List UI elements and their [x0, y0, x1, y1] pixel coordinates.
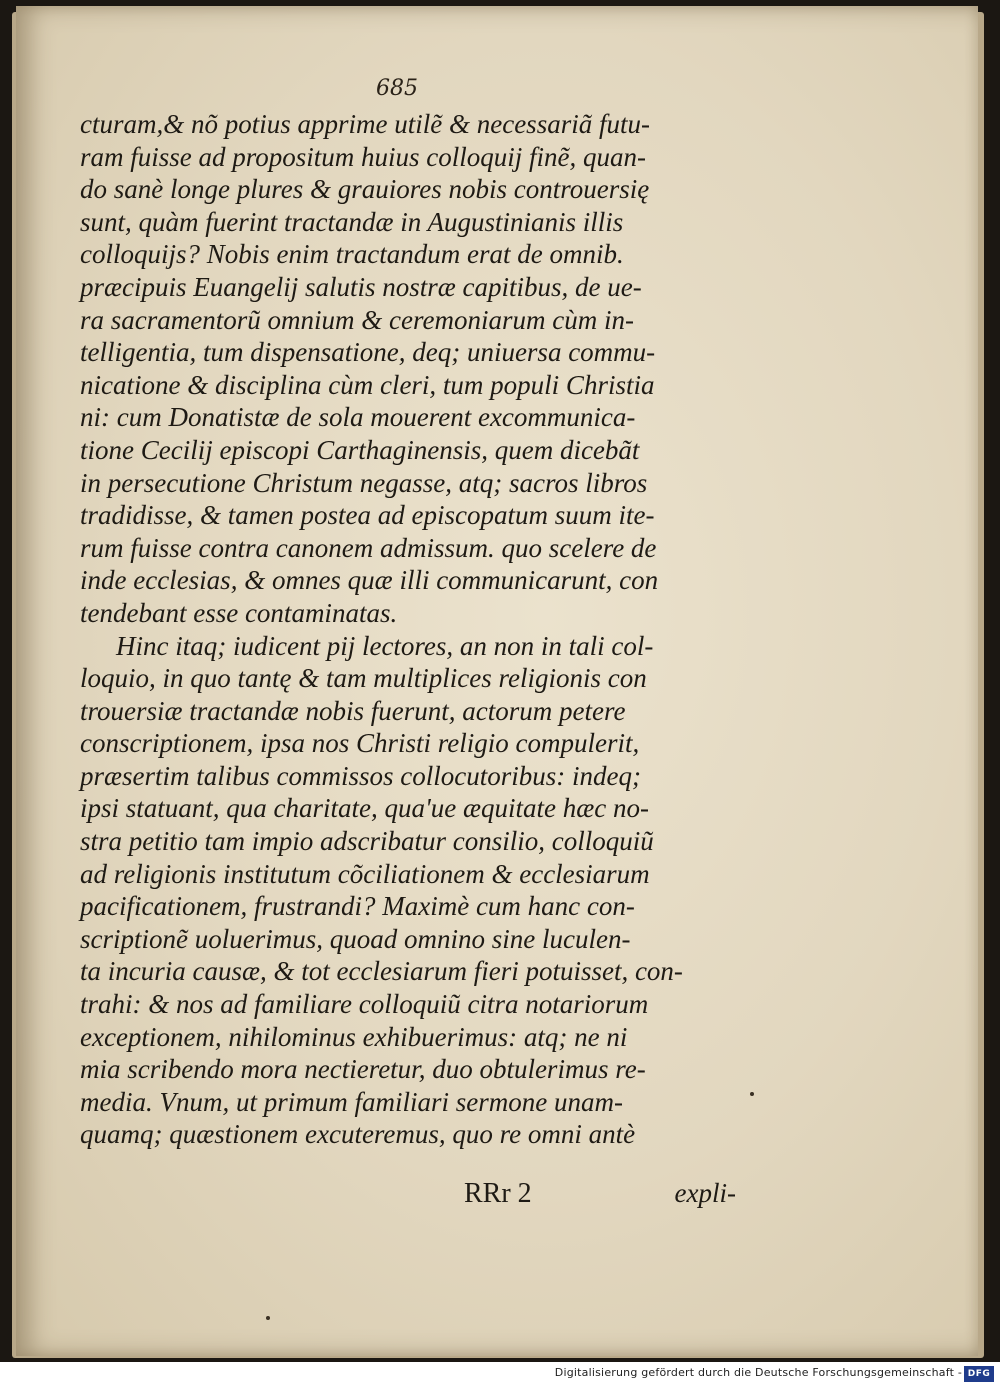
- text-line: tendebant esse contaminatas.: [80, 597, 398, 628]
- catchline: [80, 1178, 740, 1212]
- text-line: scriptionẽ uoluerimus, quoad omnino sine luculen-: [80, 923, 631, 954]
- ink-speck: [750, 1092, 754, 1096]
- dfg-logo-icon: DFG: [964, 1366, 994, 1382]
- signature-mark: RRr 2: [464, 1178, 532, 1209]
- text-line: do sanè longe plures & grauiores nobis controuersię: [80, 174, 650, 205]
- text-line: conscriptionem, ipsa nos Christi religio compulerit,: [80, 728, 640, 759]
- funding-credit: Digitalisierung gefördert durch die Deutsche Forschungsgemeinschaft -: [554, 1366, 962, 1379]
- text-line: nicatione & disciplina cùm cleri, tum populi Christia: [80, 369, 655, 400]
- text-line: tradidisse, & tamen postea ad episcopatum suum ite-: [80, 500, 655, 531]
- body-text: [80, 108, 740, 1151]
- text-line: ad religionis institutum cõciliationem & ecclesiarum: [80, 858, 650, 889]
- text-line: Hinc itaq; iudicent pij lectores, an non in tali col-: [116, 630, 654, 661]
- text-line: telligentia, tum dispensatione, deq; uniuersa commu-: [80, 337, 656, 368]
- book-page: [16, 6, 978, 1356]
- text-line: colloquijs? Nobis enim tractandum erat de omnib.: [80, 239, 624, 270]
- text-line: ra sacramentorũ omnium & ceremoniarum cùm in-: [80, 304, 634, 335]
- text-line: ta incuria causæ, & tot ecclesiarum fieri potuisset, con-: [80, 956, 683, 987]
- text-line: media. Vnum, ut primum familiari sermone unam-: [80, 1086, 623, 1117]
- text-line: sunt, quàm fuerint tractandæ in Augustinianis illis: [80, 206, 624, 237]
- text-line: trahi: & nos ad familiare colloquiũ citra notariorum: [80, 989, 649, 1020]
- text-line: loquio, in quo tantę & tam multiplices religionis con: [80, 663, 647, 694]
- catchword: expli-: [674, 1178, 736, 1208]
- text-line: inde ecclesias, & omnes quæ illi communicarunt, con: [80, 565, 659, 596]
- text-line: ram fuisse ad propositum huius colloquij finẽ, quan-: [80, 141, 646, 172]
- text-line: præcipuis Euangelij salutis nostræ capitibus, de ue-: [80, 271, 642, 302]
- text-line: mia scribendo mora nectieretur, duo obtulerimus re-: [80, 1054, 646, 1085]
- page-number: 685: [376, 76, 418, 101]
- text-line: quamq; quæstionem excuteremus, quo re omni antè: [80, 1119, 636, 1150]
- text-line: trouersiæ tractandæ nobis fuerunt, actorum petere: [80, 695, 626, 726]
- text-line: stra petitio tam impio adscribatur consilio, colloquiũ: [80, 826, 654, 857]
- text-line: pacificationem, frustrandi? Maximè cum hanc con-: [80, 891, 635, 922]
- text-line: ipsi statuant, qua charitate, qua'ue æquitate hæc no-: [80, 793, 649, 824]
- text-line: ni: cum Donatistæ de sola mouerent excommunica-: [80, 402, 636, 433]
- ink-speck: [266, 1316, 270, 1320]
- text-line: tione Cecilij episcopi Carthaginensis, quem dicebãt: [80, 434, 640, 465]
- footer-bar: [0, 1362, 1000, 1385]
- text-line: præsertim talibus commissos collocutoribus: indeq;: [80, 760, 641, 791]
- text-line: rum fuisse contra canonem admissum. quo scelere de: [80, 532, 657, 563]
- text-line: exceptionem, nihilominus exhibuerimus: atq; ne ni: [80, 1021, 628, 1052]
- text-line: cturam,& nõ potius apprime utilẽ & necessariã futu-: [80, 109, 650, 139]
- text-line: in persecutione Christum negasse, atq; sacros libros: [80, 467, 648, 498]
